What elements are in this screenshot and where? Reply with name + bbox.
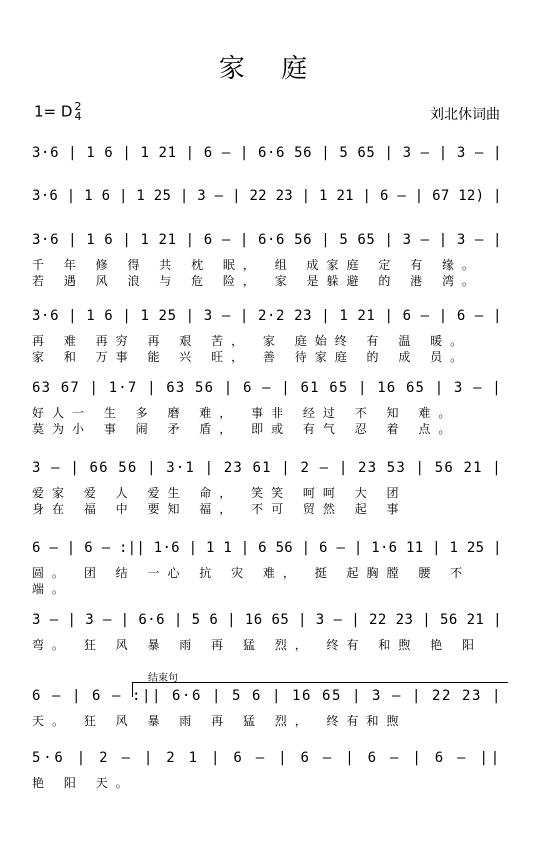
end-marker: 结束句 [148, 673, 178, 684]
lyric-line: 弯。 狂 风 暴 雨 再 猛 烈， 终有 和煦 艳 阳 [32, 638, 482, 652]
lyric-line: 圆。 团 结 一心 抗 灾 难， 挺 起胸膛 腰 不 [32, 566, 471, 580]
staff-row [0, 232, 540, 292]
staff-row [0, 460, 540, 520]
staff-row [0, 688, 540, 748]
time-top: 2 [74, 100, 82, 113]
notation-line: 3 – | 3 – | 6·6 | 5 6 | 16 65 | 3 – | 22 23 | 56 21 | [32, 612, 503, 628]
key-prefix: 1= D [34, 102, 73, 121]
notation-line: 3·6 | 1 6 | 1 21 | 6 – | 6·6 56 | 5 65 | 3 – | 3 – | [32, 145, 503, 161]
staff-row [0, 540, 540, 600]
lyric-line: 艳 阳 天。 [32, 776, 136, 790]
lyric-line: 好人一 生 多 磨 难， 事非 经过 不 知 难。 [32, 406, 459, 420]
lyric-line: 端。 [32, 582, 73, 596]
notation-line: 5·6 | 2 – | 2 1 | 6 – | 6 – | 6 – | 6 – || [32, 750, 502, 766]
lyric-line: 千 年 修 得 共 枕 眠， 组 成家庭 定 有 缘。 [32, 258, 482, 272]
lyric-line: 天。 狂 风 暴 雨 再 猛 烈， 终有和煦 [32, 714, 407, 728]
notation-line: 3·6 | 1 6 | 1 25 | 3 – | 2·2 23 | 1 21 | 6 – | 6 – | [32, 308, 503, 324]
song-title: 家 庭 [218, 54, 322, 84]
lyric-line: 身在 福 中 要知 福， 不可 贸然 起 事 [32, 502, 407, 516]
key-signature [34, 102, 81, 122]
lyric-line: 爱家 爱 人 爱生 命， 笑笑 呵呵 大 团 [32, 486, 407, 500]
staff-row [0, 612, 540, 672]
notation-line: 6 – | 6 – :|| 1·6 | 1 1 | 6 56 | 6 – | 1·6 11 | 1 25 | [32, 540, 502, 556]
lyric-line: 再 难 再穷 再 艰 苦， 家 庭始终 有 温 暖。 [32, 334, 471, 348]
notation-line: 3 – | 66 56 | 3·1 | 23 61 | 2 – | 23 53 | 56 21 | [32, 460, 502, 476]
notation-line: 63 67 | 1·7 | 63 56 | 6 – | 61 65 | 16 65 | 3 – | [32, 380, 502, 396]
author-credit: 刘北休词曲 [430, 107, 500, 123]
time-signature [74, 102, 81, 122]
lyric-line: 家 和 万事 能 兴 旺， 善 待家庭 的 成 员。 [32, 350, 471, 364]
notation-line: 6 – | 6 – :|| 6·6 | 5 6 | 16 65 | 3 – | 22 23 | [32, 688, 502, 704]
notation-line: 3·6 | 1 6 | 1 25 | 3 – | 22 23 | 1 21 | 6 – | 67 12) | [32, 188, 502, 204]
notation-line: 3·6 | 1 6 | 1 21 | 6 – | 6·6 56 | 5 65 | 3 – | 3 – | [32, 232, 503, 248]
time-bottom: 4 [74, 110, 82, 123]
staff-row [0, 308, 540, 368]
staff-row [0, 380, 540, 440]
staff-row [0, 750, 540, 810]
lyric-line: 若 遇 风 浪 与 危 险， 家 是躲避 的 港 湾。 [32, 274, 482, 288]
end-bracket [132, 682, 508, 697]
lyric-line: 莫为小 事 闹 矛 盾， 即或 有气 忍 着 点。 [32, 422, 459, 436]
